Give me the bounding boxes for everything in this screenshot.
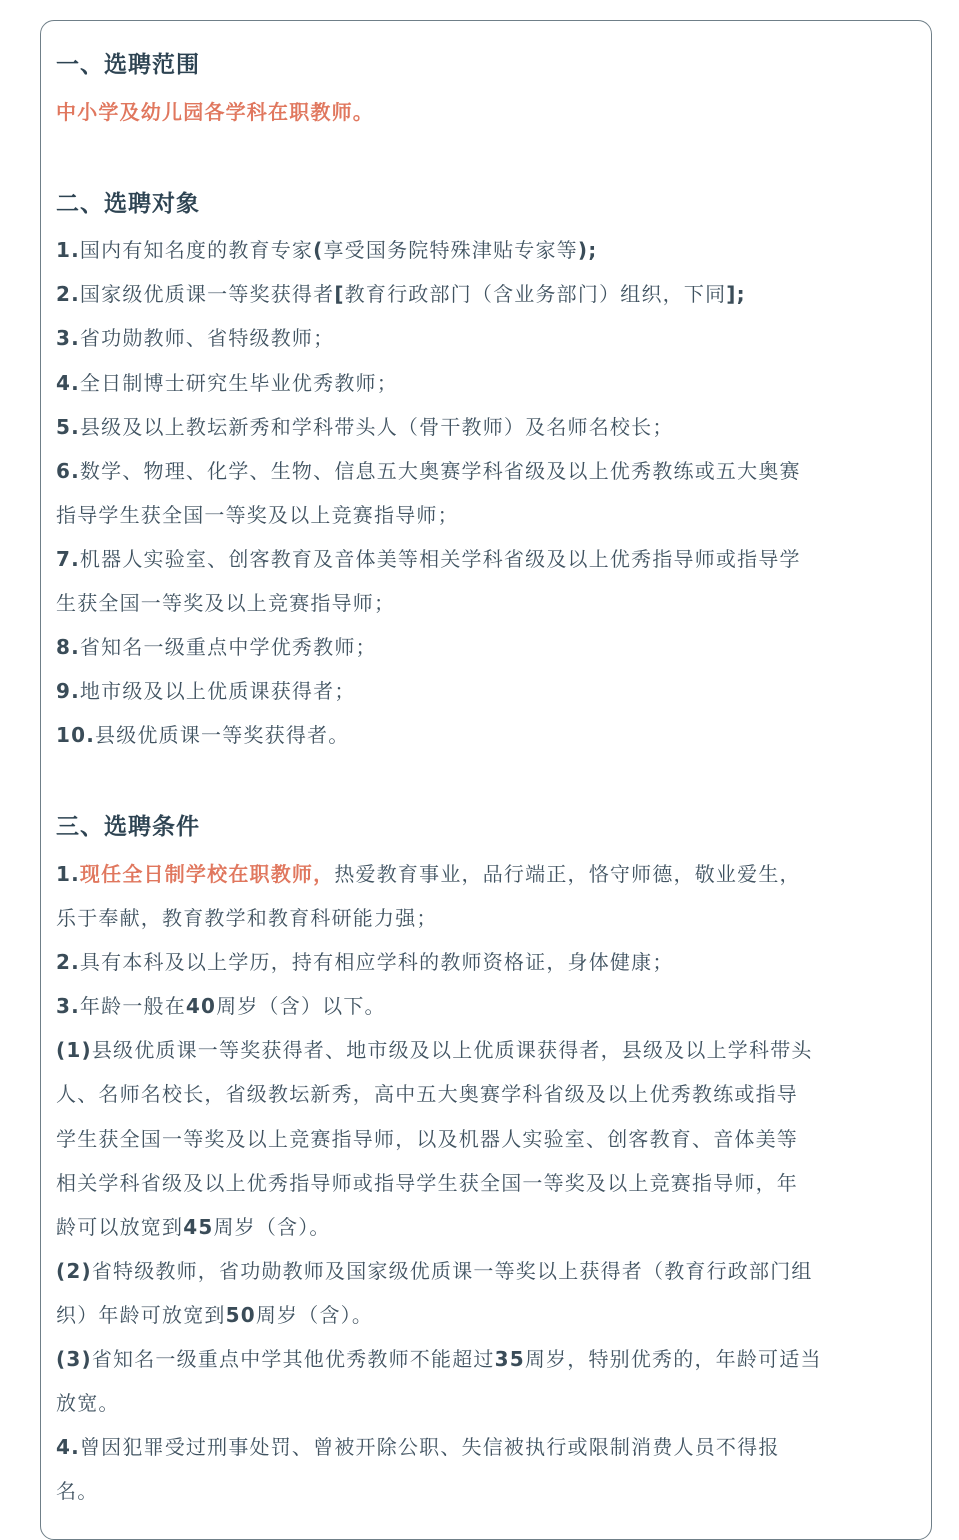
scope-text: 中小学及幼儿园各学科在职教师。 xyxy=(56,100,374,124)
target-item-4: 4.全日制博士研究生毕业优秀教师； xyxy=(56,371,398,395)
condition-sub-1-cont-d: 龄可以放宽到45周岁（含）。 xyxy=(56,1215,331,1239)
condition-sub-1-cont-b: 学生获全国一等奖及以上竞赛指导师，以及机器人实验室、创客教育、音体美等 xyxy=(56,1127,798,1151)
target-item-10: 10.县级优质课一等奖获得者。 xyxy=(56,723,350,747)
target-item-7: 7.机器人实验室、创客教育及音体美等相关学科省级及以上优秀指导师或指导学 xyxy=(56,547,801,571)
condition-sub-1-cont-a: 人、名师名校长，省级教坛新秀，高中五大奥赛学科省级及以上优秀教练或指导 xyxy=(56,1082,798,1106)
condition-item-3: 3.年龄一般在40周岁（含）以下。 xyxy=(56,994,386,1018)
target-item-5: 5.县级及以上教坛新秀和学科带头人（骨干教师）及名师名校长； xyxy=(56,415,674,439)
condition-item-1: 1.现任全日制学校在职教师，热爱教育事业，品行端正，恪守师德，敬业爱生， xyxy=(56,862,801,886)
section-heading-conditions: 三、选聘条件 xyxy=(56,814,200,840)
target-item-6-cont: 指导学生获全国一等奖及以上竞赛指导师； xyxy=(56,503,459,527)
condition-sub-3-cont: 放宽。 xyxy=(56,1391,120,1415)
condition-sub-2-cont: 织）年龄可放宽到50周岁（含）。 xyxy=(56,1303,374,1327)
condition-sub-3: (3)省知名一级重点中学其他优秀教师不能超过35周岁，特别优秀的，年龄可适当 xyxy=(56,1347,822,1371)
section-heading-targets: 二、选聘对象 xyxy=(56,191,200,217)
condition-sub-1: (1)县级优质课一等奖获得者、地市级及以上优质课获得者，县级及以上学科带头 xyxy=(56,1038,813,1062)
target-item-7-cont: 生获全国一等奖及以上竞赛指导师； xyxy=(56,591,396,615)
section-heading-scope: 一、选聘范围 xyxy=(56,52,200,78)
condition-item-2: 2.具有本科及以上学历，持有相应学科的教师资格证，身体健康； xyxy=(56,950,674,974)
target-item-1: 1.国内有知名度的教育专家(享受国务院特殊津贴专家等); xyxy=(56,238,598,262)
target-item-6: 6.数学、物理、化学、生物、信息五大奥赛学科省级及以上优秀教练或五大奥赛 xyxy=(56,459,801,483)
condition-item-1-cont: 乐于奉献，教育教学和教育科研能力强； xyxy=(56,906,438,930)
condition-sub-2: (2)省特级教师，省功勋教师及国家级优质课一等奖以上获得者（教育行政部门组 xyxy=(56,1259,813,1283)
target-item-3: 3.省功勋教师、省特级教师； xyxy=(56,326,335,350)
condition-item-4-cont: 名。 xyxy=(56,1479,99,1503)
condition-item-4: 4.曾因犯罪受过刑事处罚、曾被开除公职、失信被执行或限制消费人员不得报 xyxy=(56,1435,780,1459)
target-item-8: 8.省知名一级重点中学优秀教师； xyxy=(56,635,377,659)
target-item-9: 9.地市级及以上优质课获得者； xyxy=(56,679,356,703)
target-item-2: 2.国家级优质课一等奖获得者[教育行政部门（含业务部门）组织，下同]; xyxy=(56,282,746,306)
condition-sub-1-cont-c: 相关学科省级及以上优秀指导师或指导学生获全国一等奖及以上竞赛指导师，年 xyxy=(56,1171,798,1195)
